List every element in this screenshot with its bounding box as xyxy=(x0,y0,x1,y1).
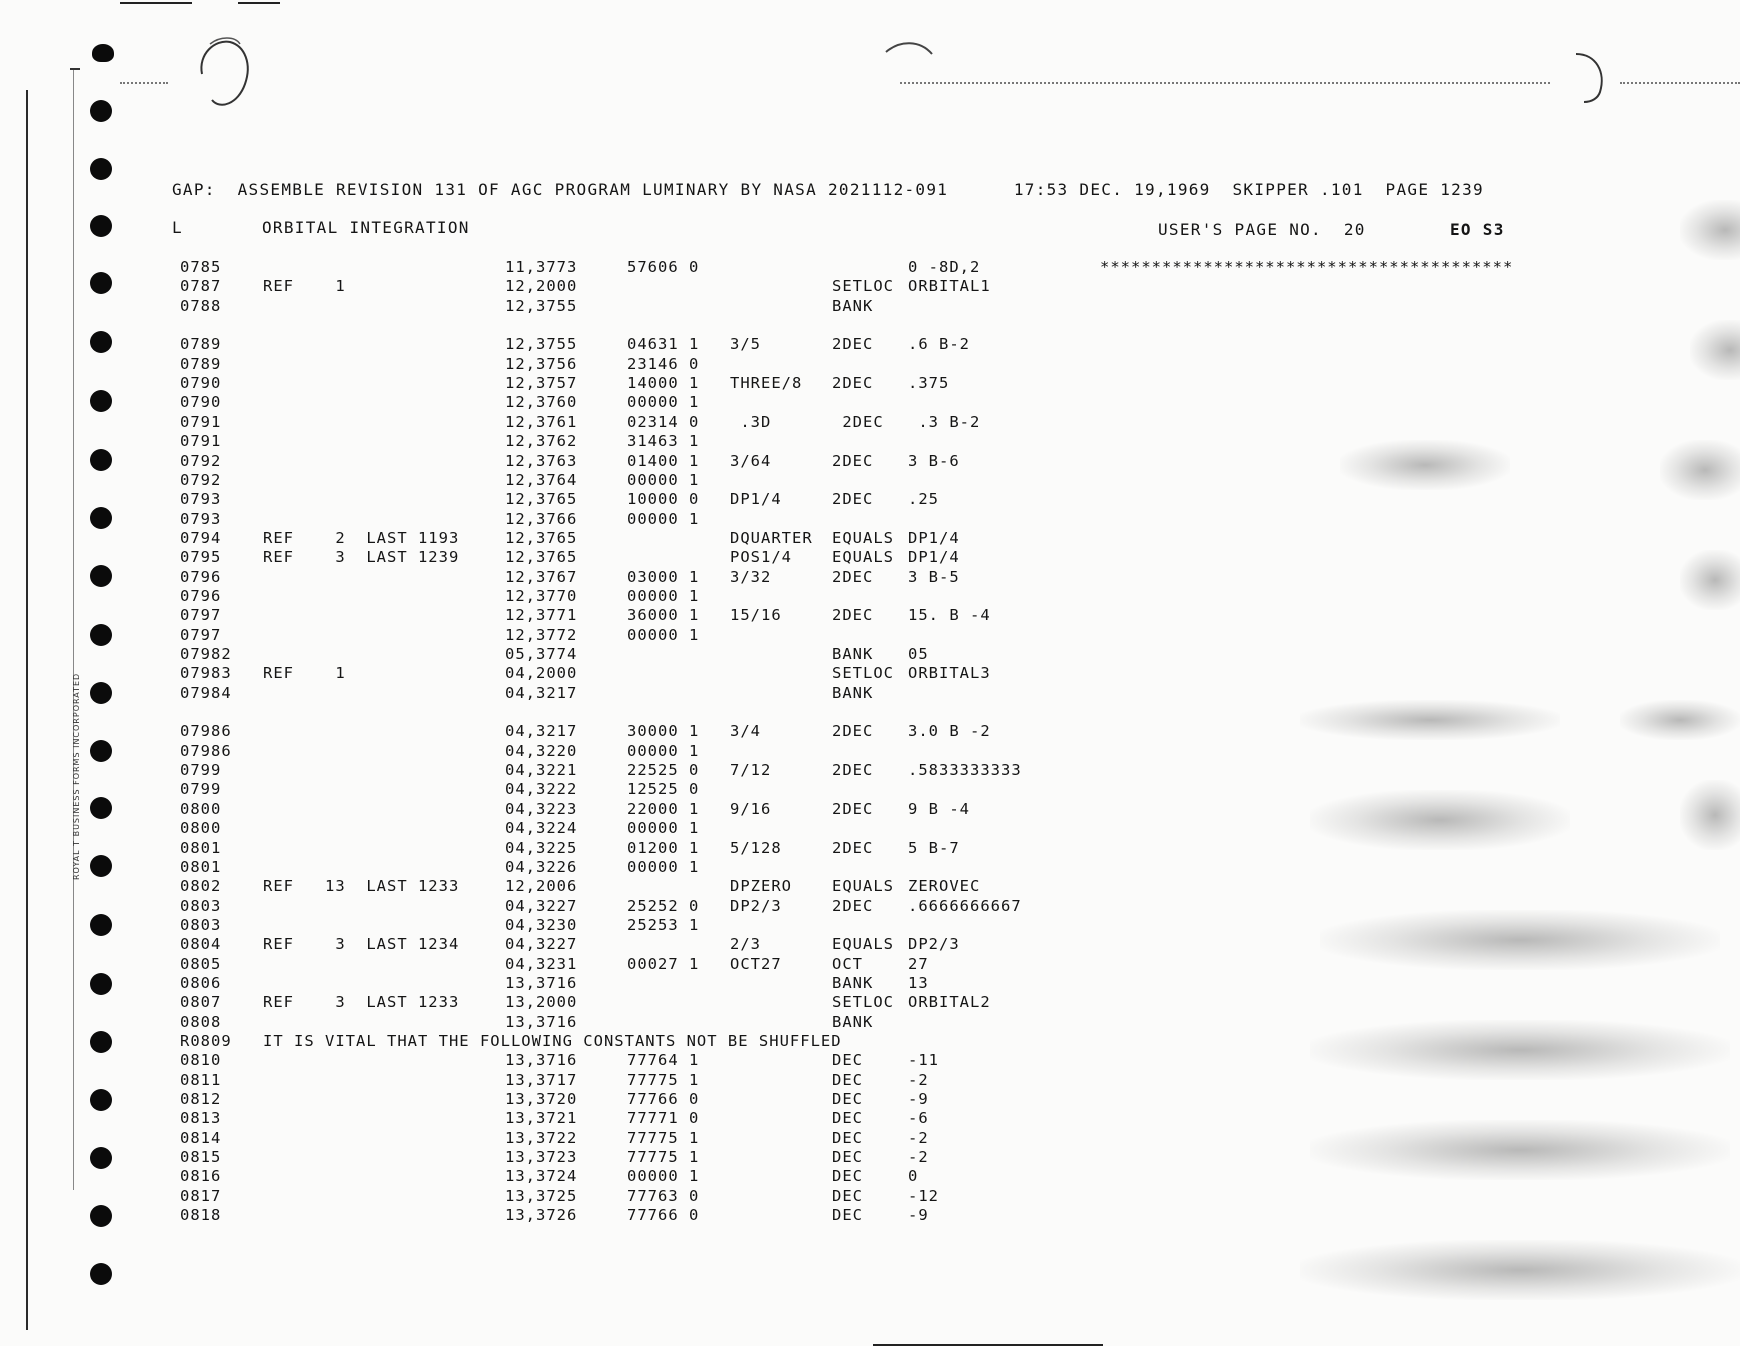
octal-word: 25253 1 xyxy=(627,915,700,934)
octal-word: 77775 1 xyxy=(627,1070,700,1089)
line-number: 0804 xyxy=(180,935,222,954)
octal-word: 36000 1 xyxy=(627,606,700,625)
opcode: EQUALS xyxy=(832,877,894,896)
operand: -12 xyxy=(908,1186,939,1205)
opcode: EQUALS xyxy=(832,935,894,954)
address: 13,3716 xyxy=(505,973,578,992)
line-number: 0814 xyxy=(180,1128,222,1147)
address: 12,3755 xyxy=(505,335,578,354)
opcode: 2DEC xyxy=(832,490,874,509)
line-number: 0815 xyxy=(180,1148,222,1167)
address: 12,3756 xyxy=(505,354,578,373)
ref-field: REF 1 xyxy=(263,664,346,683)
opcode: SETLOC xyxy=(832,664,894,683)
opcode: 2DEC xyxy=(832,606,874,625)
listing-row xyxy=(0,626,1600,645)
ref-field: REF 1 xyxy=(263,277,346,296)
address: 12,2006 xyxy=(505,877,578,896)
listing-row xyxy=(0,568,1600,587)
address: 13,3716 xyxy=(505,1012,578,1031)
address: 12,3772 xyxy=(505,625,578,644)
ink-smudge xyxy=(1680,780,1740,850)
octal-word: 00000 1 xyxy=(627,509,700,528)
section-letter: L xyxy=(172,218,183,237)
octal-word: 77766 0 xyxy=(627,1090,700,1109)
octal-word: 00000 1 xyxy=(627,470,700,489)
address: 12,3761 xyxy=(505,412,578,431)
operand: -2 xyxy=(908,1128,929,1147)
operand: -9 xyxy=(908,1206,929,1225)
address: 04,2000 xyxy=(505,664,578,683)
address: 04,3227 xyxy=(505,896,578,915)
label: 2/3 xyxy=(730,935,761,954)
listing-row xyxy=(0,355,1600,374)
operand: 15. B -4 xyxy=(908,606,991,625)
listing-row xyxy=(0,335,1600,354)
address: 13,3720 xyxy=(505,1090,578,1109)
top-rule-right xyxy=(238,2,280,4)
line-number: 0789 xyxy=(180,354,222,373)
operand: -2 xyxy=(908,1148,929,1167)
line-number: 0792 xyxy=(180,451,222,470)
users-page-number: USER'S PAGE NO. 20 xyxy=(1158,220,1366,239)
line-number: 0803 xyxy=(180,896,222,915)
listing-row xyxy=(0,1013,1600,1032)
octal-word: 00000 1 xyxy=(627,393,700,412)
label: 7/12 xyxy=(730,761,772,780)
listing-row xyxy=(0,277,1600,296)
vendor-imprint: ROYAL T BUSINESS FORMS INCORPORATED xyxy=(72,672,81,880)
octal-word: 01200 1 xyxy=(627,838,700,857)
listing-row xyxy=(0,722,1600,741)
opcode: 2DEC xyxy=(832,896,874,915)
address: 13,3717 xyxy=(505,1070,578,1089)
address: 04,3223 xyxy=(505,799,578,818)
opcode: 2DEC xyxy=(832,799,874,818)
operand: 3 B-5 xyxy=(908,567,960,586)
perforation-dots-middle xyxy=(900,82,1550,84)
line-number: 0787 xyxy=(180,277,222,296)
octal-word: 31463 1 xyxy=(627,432,700,451)
perforation-dots-left xyxy=(120,82,168,84)
octal-word: 00000 1 xyxy=(627,819,700,838)
address: 13,3716 xyxy=(505,1051,578,1070)
line-number: 0788 xyxy=(180,296,222,315)
address: 12,3765 xyxy=(505,490,578,509)
address: 12,3770 xyxy=(505,586,578,605)
address: 04,3221 xyxy=(505,761,578,780)
line-number: 0806 xyxy=(180,973,222,992)
line-number: 0789 xyxy=(180,335,222,354)
listing-row xyxy=(0,955,1600,974)
operand: .6666666667 xyxy=(908,896,1022,915)
address: 12,3764 xyxy=(505,470,578,489)
listing-row xyxy=(0,1109,1600,1128)
line-number: 0799 xyxy=(180,780,222,799)
listing-row xyxy=(0,993,1600,1012)
listing-row xyxy=(0,393,1600,412)
line-number: 0808 xyxy=(180,1012,222,1031)
opcode: DEC xyxy=(832,1090,863,1109)
listing-row xyxy=(0,819,1600,838)
line-number: 07984 xyxy=(180,683,232,702)
label: 5/128 xyxy=(730,838,782,857)
listing-row xyxy=(0,684,1600,703)
opcode: 2DEC xyxy=(832,761,874,780)
listing-row xyxy=(0,935,1600,954)
address: 13,3722 xyxy=(505,1128,578,1147)
listing-row xyxy=(0,703,1600,722)
address: 04,3217 xyxy=(505,722,578,741)
operand: -9 xyxy=(908,1090,929,1109)
octal-word: 00000 1 xyxy=(627,1167,700,1186)
label: 3/4 xyxy=(730,722,761,741)
opcode: EQUALS xyxy=(832,528,894,547)
line-number: 0813 xyxy=(180,1109,222,1128)
opcode: BANK xyxy=(832,973,874,992)
assembler-header: GAP: ASSEMBLE REVISION 131 OF AGC PROGRAM LUMINARY BY NASA 2021112-091 17:53 DEC. 19,1969 SKIPPER .101 PAGE 1239 xyxy=(172,180,1484,199)
opcode: SETLOC xyxy=(832,993,894,1012)
line-number: 0790 xyxy=(180,374,222,393)
listing-row xyxy=(0,1129,1600,1148)
operand: ORBITAL3 xyxy=(908,664,991,683)
opcode: DEC xyxy=(832,1070,863,1089)
address: 13,3726 xyxy=(505,1206,578,1225)
address: 04,3220 xyxy=(505,741,578,760)
address: 12,3757 xyxy=(505,374,578,393)
listing-row xyxy=(0,645,1600,664)
operand: 0 xyxy=(908,1167,919,1186)
octal-word: 00027 1 xyxy=(627,954,700,973)
octal-word: 77771 0 xyxy=(627,1109,700,1128)
opcode: DEC xyxy=(832,1128,863,1147)
line-number: 0796 xyxy=(180,567,222,586)
listing-row xyxy=(0,1187,1600,1206)
listing-row xyxy=(0,258,1600,277)
octal-word: 77763 0 xyxy=(627,1186,700,1205)
address: 13,3724 xyxy=(505,1167,578,1186)
opcode: DEC xyxy=(832,1167,863,1186)
operand: ORBITAL2 xyxy=(908,993,991,1012)
opcode: DEC xyxy=(832,1109,863,1128)
operand: .3 B-2 xyxy=(908,412,981,431)
line-number: 0811 xyxy=(180,1070,222,1089)
operand: 5 B-7 xyxy=(908,838,960,857)
ref-field: REF 3 LAST 1233 xyxy=(263,993,460,1012)
label: .3D xyxy=(730,412,772,431)
address: 04,3224 xyxy=(505,819,578,838)
line-number: 0794 xyxy=(180,528,222,547)
address: 04,3217 xyxy=(505,683,578,702)
listing-row xyxy=(0,471,1600,490)
listing-row xyxy=(0,413,1600,432)
feed-hole xyxy=(90,158,112,180)
opcode: EQUALS xyxy=(832,548,894,567)
address: 12,3762 xyxy=(505,432,578,451)
operand: .25 xyxy=(908,490,939,509)
address: 05,3774 xyxy=(505,645,578,663)
listing-row xyxy=(0,877,1600,896)
line-number: 0793 xyxy=(180,509,222,528)
line-number: 0802 xyxy=(180,877,222,896)
listing-row xyxy=(0,858,1600,877)
address: 12,3766 xyxy=(505,509,578,528)
perforation-dots-right xyxy=(1620,82,1740,84)
line-number: 0816 xyxy=(180,1167,222,1186)
address: 13,3723 xyxy=(505,1148,578,1167)
octal-word: 77764 1 xyxy=(627,1051,700,1070)
listing-row xyxy=(0,1051,1600,1070)
label: DPZERO xyxy=(730,877,792,896)
torn-hole-graphic-3 xyxy=(1570,48,1620,108)
operand: 13 xyxy=(908,973,929,992)
octal-word: 77775 1 xyxy=(627,1128,700,1147)
address: 13,3725 xyxy=(505,1186,578,1205)
label: THREE/8 xyxy=(730,374,803,393)
listing-row xyxy=(0,761,1600,780)
opcode: BANK xyxy=(832,645,874,663)
listing-row xyxy=(0,297,1600,316)
octal-word: 03000 1 xyxy=(627,567,700,586)
listing-row xyxy=(0,897,1600,916)
opcode: 2DEC xyxy=(832,335,874,354)
listing-row xyxy=(0,839,1600,858)
octal-word: 23146 0 xyxy=(627,354,700,373)
line-number: 0790 xyxy=(180,393,222,412)
line-number: R0809 xyxy=(180,1032,232,1050)
opcode: BANK xyxy=(832,1012,874,1031)
operand: DP1/4 xyxy=(908,548,960,567)
label: 3/64 xyxy=(730,451,772,470)
line-number: 0785 xyxy=(180,258,222,276)
opcode: BANK xyxy=(832,683,874,702)
ink-smudge xyxy=(1300,1240,1740,1300)
octal-word: 01400 1 xyxy=(627,451,700,470)
label: DQUARTER xyxy=(730,528,813,547)
line-number: 0818 xyxy=(180,1206,222,1225)
line-number: 07982 xyxy=(180,645,232,663)
line-number: 0796 xyxy=(180,586,222,605)
operand: .6 B-2 xyxy=(908,335,970,354)
address: 12,3765 xyxy=(505,528,578,547)
ink-smudge xyxy=(1620,700,1740,740)
listing-row xyxy=(0,606,1600,625)
octal-word: 04631 1 xyxy=(627,335,700,354)
opcode: DEC xyxy=(832,1186,863,1205)
octal-word: 02314 0 xyxy=(627,412,700,431)
ref-field: REF 3 LAST 1239 xyxy=(263,548,460,567)
octal-word: 10000 0 xyxy=(627,490,700,509)
address: 11,3773 xyxy=(505,258,578,276)
opcode: 2DEC xyxy=(832,412,884,431)
line-number: 0801 xyxy=(180,857,222,876)
listing-row xyxy=(0,452,1600,471)
operand: DP1/4 xyxy=(908,528,960,547)
operand: .375 xyxy=(908,374,950,393)
operand: 9 B -4 xyxy=(908,799,970,818)
operand: DP2/3 xyxy=(908,935,960,954)
line-number: 07986 xyxy=(180,741,232,760)
octal-word: 00000 1 xyxy=(627,857,700,876)
operand: 0 -8D,2 xyxy=(908,258,981,276)
address: 04,3230 xyxy=(505,915,578,934)
listing-row xyxy=(0,316,1600,335)
line-number: 0791 xyxy=(180,432,222,451)
label: 3/5 xyxy=(730,335,761,354)
label: DP2/3 xyxy=(730,896,782,915)
operand: 3 B-6 xyxy=(908,451,960,470)
listing-row xyxy=(0,374,1600,393)
address: 12,3765 xyxy=(505,548,578,567)
address: 04,3226 xyxy=(505,857,578,876)
octal-word: 77775 1 xyxy=(627,1148,700,1167)
ref-field: REF 3 LAST 1234 xyxy=(263,935,460,954)
opcode: 2DEC xyxy=(832,451,874,470)
listing-row xyxy=(0,587,1600,606)
stars-rule: **************************************** xyxy=(1100,258,1514,276)
listing-row xyxy=(0,1071,1600,1090)
octal-word: 14000 1 xyxy=(627,374,700,393)
listing-row xyxy=(0,529,1600,548)
ref-field: IT IS VITAL THAT THE FOLLOWING CONSTANTS NOT BE SHUFFLED xyxy=(263,1032,842,1050)
line-number: 0800 xyxy=(180,819,222,838)
address: 12,2000 xyxy=(505,277,578,296)
line-number: 0799 xyxy=(180,761,222,780)
listing-row xyxy=(0,780,1600,799)
line-number: 0795 xyxy=(180,548,222,567)
listing-row xyxy=(0,1167,1600,1186)
line-number: 0791 xyxy=(180,412,222,431)
address: 12,3760 xyxy=(505,393,578,412)
operand: -2 xyxy=(908,1070,929,1089)
line-number: 0805 xyxy=(180,954,222,973)
label: 3/32 xyxy=(730,567,772,586)
opcode: DEC xyxy=(832,1206,863,1225)
feed-hole xyxy=(90,215,112,237)
opcode: 2DEC xyxy=(832,722,874,741)
opcode: BANK xyxy=(832,296,874,315)
opcode: DEC xyxy=(832,1051,863,1070)
line-number: 0810 xyxy=(180,1051,222,1070)
opcode: 2DEC xyxy=(832,374,874,393)
label: DP1/4 xyxy=(730,490,782,509)
feed-hole xyxy=(90,100,112,122)
line-number: 07986 xyxy=(180,722,232,741)
operand: -6 xyxy=(908,1109,929,1128)
top-rule-left xyxy=(120,2,192,4)
listing-row xyxy=(0,800,1600,819)
listing-row xyxy=(0,490,1600,509)
octal-word: 77766 0 xyxy=(627,1206,700,1225)
eo-marker: EO S3 xyxy=(1450,220,1505,239)
line-number: 0817 xyxy=(180,1186,222,1205)
label: POS1/4 xyxy=(730,548,792,567)
section-title: ORBITAL INTEGRATION xyxy=(262,218,470,237)
address: 12,3763 xyxy=(505,451,578,470)
ink-smudge xyxy=(1680,550,1740,610)
operand: 27 xyxy=(908,954,929,973)
opcode: 2DEC xyxy=(832,838,874,857)
listing-row xyxy=(0,974,1600,993)
address: 04,3231 xyxy=(505,954,578,973)
listing-row xyxy=(0,510,1600,529)
opcode: OCT xyxy=(832,954,863,973)
octal-word: 00000 1 xyxy=(627,586,700,605)
octal-word: 00000 1 xyxy=(627,741,700,760)
line-number: 0812 xyxy=(180,1090,222,1109)
label: OCT27 xyxy=(730,954,782,973)
ink-smudge xyxy=(1660,440,1740,500)
opcode: DEC xyxy=(832,1148,863,1167)
address: 12,3755 xyxy=(505,296,578,315)
listing-row xyxy=(0,916,1600,935)
line-number: 0797 xyxy=(180,625,222,644)
address: 13,3721 xyxy=(505,1109,578,1128)
address: 04,3222 xyxy=(505,780,578,799)
line-number: 0807 xyxy=(180,993,222,1012)
listing-row xyxy=(0,1090,1600,1109)
listing-row xyxy=(0,432,1600,451)
line-number: 0803 xyxy=(180,915,222,934)
listing-row xyxy=(0,1148,1600,1167)
line-number: 0797 xyxy=(180,606,222,625)
line-number: 0793 xyxy=(180,490,222,509)
line-number: 0800 xyxy=(180,799,222,818)
line-number: 07983 xyxy=(180,664,232,683)
address: 12,3771 xyxy=(505,606,578,625)
feed-hole xyxy=(90,1263,112,1285)
operand: 3.0 B -2 xyxy=(908,722,991,741)
opcode: 2DEC xyxy=(832,567,874,586)
octal-word: 57606 0 xyxy=(627,258,700,276)
octal-word: 22525 0 xyxy=(627,761,700,780)
torn-hole-graphic xyxy=(190,34,260,114)
address: 04,3225 xyxy=(505,838,578,857)
octal-word: 12525 0 xyxy=(627,780,700,799)
label: 15/16 xyxy=(730,606,782,625)
opcode: SETLOC xyxy=(832,277,894,296)
operand: ZEROVEC xyxy=(908,877,981,896)
label: 9/16 xyxy=(730,799,772,818)
line-number: 0792 xyxy=(180,470,222,489)
operand: .5833333333 xyxy=(908,761,1022,780)
operand: ORBITAL1 xyxy=(908,277,991,296)
torn-hole-graphic-2 xyxy=(880,38,940,78)
listing-row xyxy=(0,742,1600,761)
listing-row xyxy=(0,548,1600,567)
binding-hook xyxy=(92,44,114,62)
ink-smudge xyxy=(1680,200,1740,260)
operand: 05 xyxy=(908,645,929,663)
operand: -11 xyxy=(908,1051,939,1070)
octal-word: 30000 1 xyxy=(627,722,700,741)
listing-row xyxy=(0,664,1600,683)
listing-row xyxy=(0,1206,1600,1225)
line-number: 0801 xyxy=(180,838,222,857)
octal-word: 25252 0 xyxy=(627,896,700,915)
listing-row xyxy=(0,1032,1600,1051)
ref-field: REF 13 LAST 1233 xyxy=(263,877,460,896)
address: 13,2000 xyxy=(505,993,578,1012)
ink-smudge xyxy=(1690,320,1740,380)
margin-tick xyxy=(70,68,80,70)
octal-word: 22000 1 xyxy=(627,799,700,818)
address: 04,3227 xyxy=(505,935,578,954)
address: 12,3767 xyxy=(505,567,578,586)
octal-word: 00000 1 xyxy=(627,625,700,644)
ref-field: REF 2 LAST 1193 xyxy=(263,528,460,547)
